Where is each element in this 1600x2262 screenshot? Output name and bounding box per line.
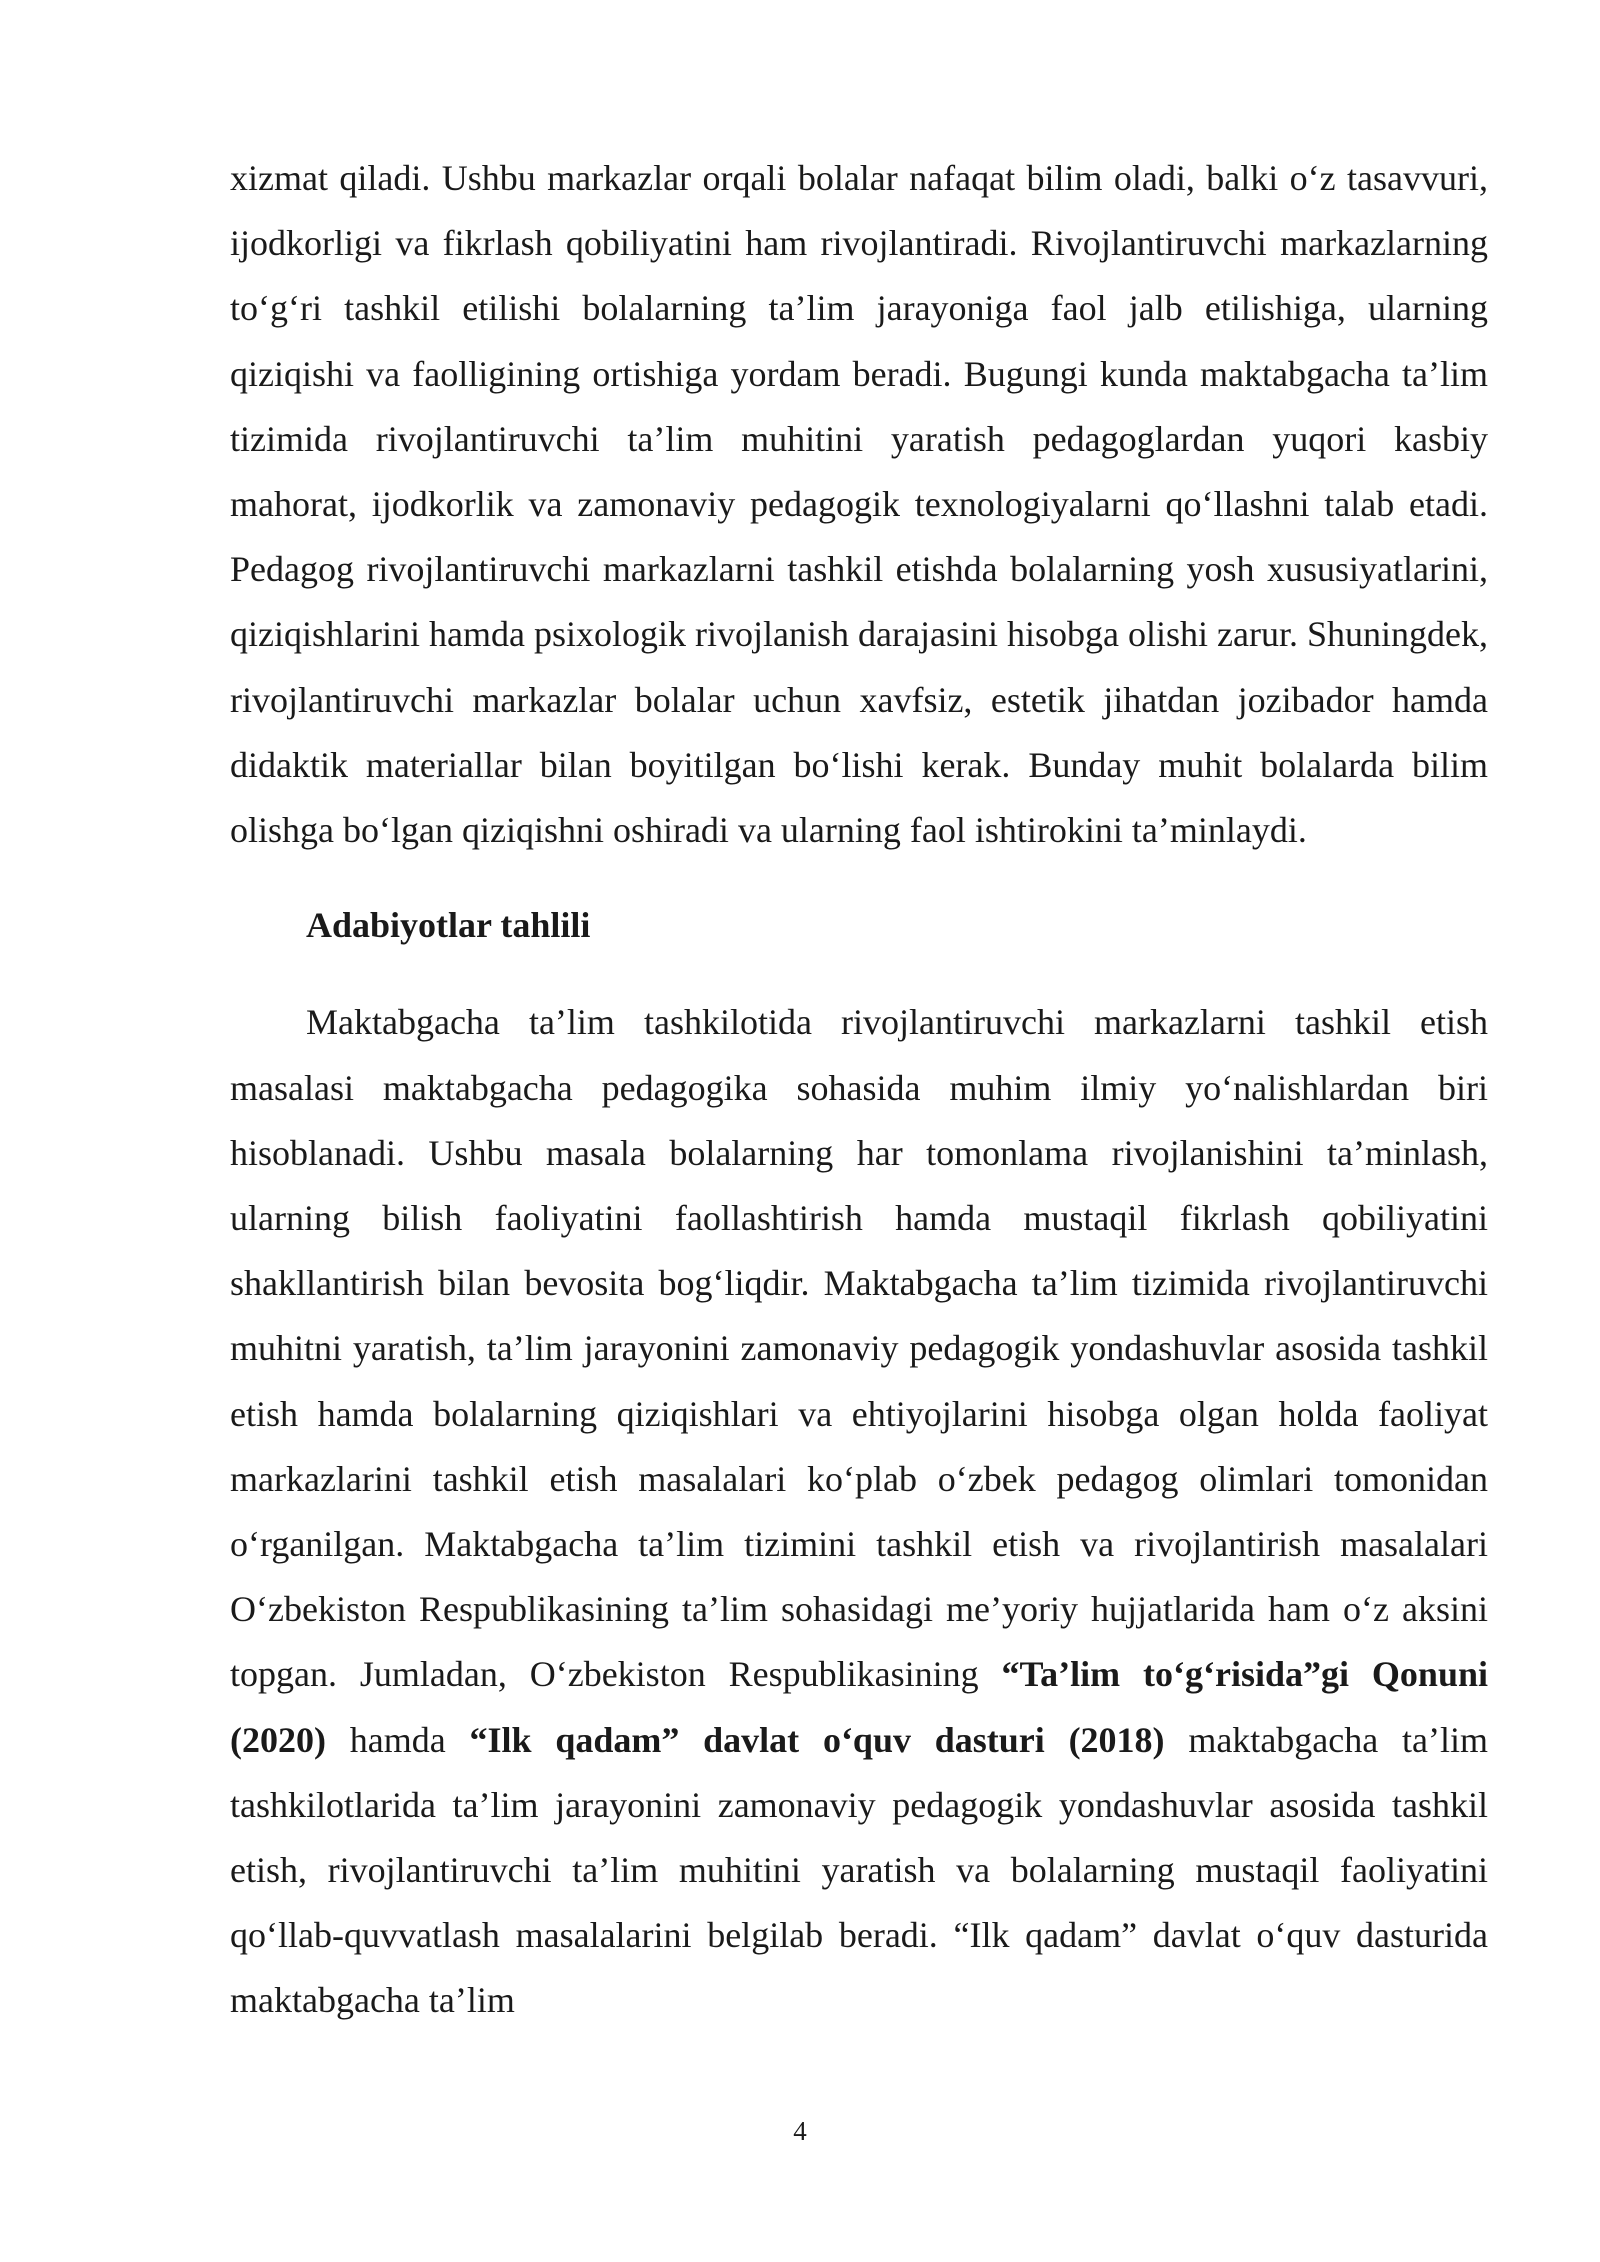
section-heading: Adabiyotlar tahlili — [306, 905, 591, 946]
paragraph-text: hamda — [325, 1719, 470, 1760]
paragraph-literature-review — [230, 990, 1488, 2033]
paragraph-text: maktabgacha ta’lim tashkilotlarida ta’lim jarayonini zamonaviy pedagogik yondashuvlar asosida tashkil etish, rivojlantiruvchi ta’lim muhitini yaratish va bolalarning mustaqil faoliyatini qo‘llab-quvvatlash masalalarini belgilab beradi. “Ilk qadam” davlat o‘quv dasturida maktabgacha ta’lim — [230, 1719, 1488, 2021]
bold-law-reference: “Ta’lim to‘g‘risida”gi Qonuni (2020) — [230, 1654, 1488, 1760]
page-number: 4 — [793, 2116, 807, 2146]
document-body — [230, 146, 1488, 2034]
paragraph-text: Maktabgacha ta’lim tashkilotida rivojlantiruvchi markazlarni tashkil etish masalasi maktabgacha pedagogika sohasida muhim ilmiy yo‘nalishlardan biri hisoblanadi. Ushbu masala bolalarning har tomonlama rivojlanishini ta’minlash, ularning bilish faoliyatini faollashtirish hamda mustaqil fikrlash qobiliyatini shakllantirish bilan bevosita bog‘liqdir. Maktabgacha ta’lim tizimida rivojlantiruvchi muhitni yaratish, ta’lim jarayonini zamonaviy pedagogik yondashuvlar asosida tashkil etish hamda bolalarning qiziqishlari va ehtiyojlarini hisobga olgan holda faoliyat markazlarini tashkil etish masalalari ko‘plab o‘zbek pedagog olimlari tomonidan o‘rganilgan. Maktabgacha ta’lim tizimini tashkil etish va rivojlantirish masalalari O‘zbekiston Respublikasining ta’lim sohasidagi me’yoriy hujjatlarida ham o‘z aksini topgan. Jumladan, O‘zbekiston Respublikasining — [230, 1002, 1488, 1695]
paragraph-continuation: xizmat qiladi. Ushbu markazlar orqali bolalar nafaqat bilim oladi, balki o‘z tasavvuri, ijodkorligi va fikrlash qobiliyatini ham rivojlantiradi. Rivojlantiruvchi markazlarning to‘g‘ri tashkil etilishi bolalarning ta’lim jarayoniga faol jalb etilishiga, ularning qiziqishi va faolligining ortishiga yordam beradi. Bugungi kunda maktabgacha ta’lim tizimida rivojlantiruvchi ta’lim muhitini yaratish pedagoglardan yuqori kasbiy mahorat, ijodkorlik va zamonaviy pedagogik texnologiyalarni qo‘llashni talab etadi. Pedagog rivojlantiruvchi markazlarni tashkil etishda bolalarning yosh xususiyatlarini, qiziqishlarini hamda psixologik rivojlanish darajasini hisobga olishi zarur. Shuningdek, rivojlantiruvchi markazlar bolalar uchun xavfsiz, estetik jihatdan jozibador hamda didaktik materiallar bilan boyitilgan bo‘lishi kerak. Bunday muhit bolalarda bilim olishga bo‘lgan qiziqishni oshiradi va ularning faol ishtirokini ta’minlaydi. — [230, 158, 1488, 851]
bold-program-reference: “Ilk qadam” davlat o‘quv dasturi (2018) — [469, 1719, 1165, 1760]
